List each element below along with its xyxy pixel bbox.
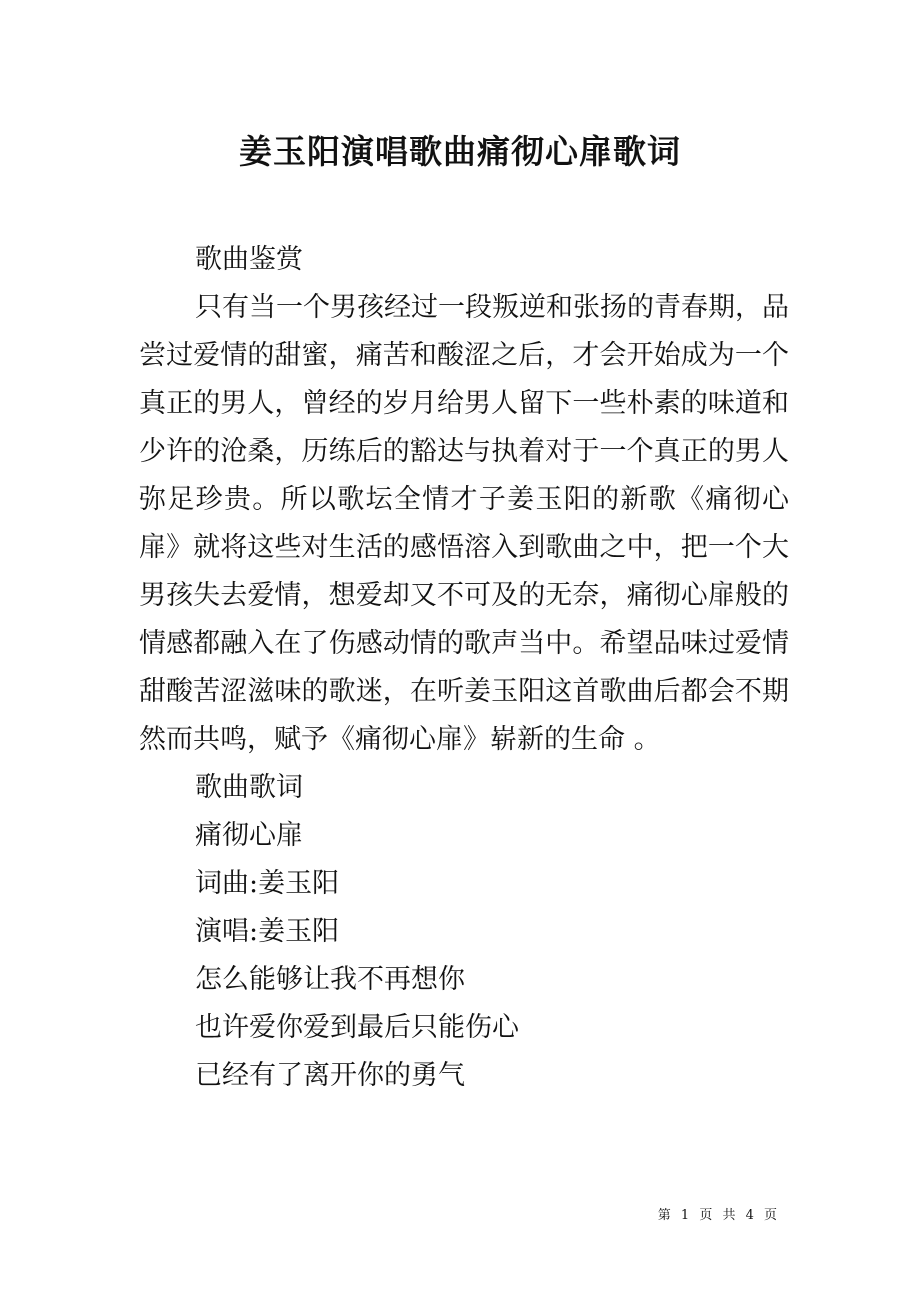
lyric-line: 也许爱你爱到最后只能伤心 [195, 1012, 519, 1043]
credit-singer: 演唱:姜玉阳 [195, 916, 340, 947]
appreciation-paragraph: 只有当一个男孩经过一段叛逆和张扬的青春期，品尝过爱情的甜蜜，痛苦和酸涩之后，才会开始成为一个真正的男人，曾经的岁月给男人留下一些朴素的味道和少许的沧桑，历练后的豁达与执着对于一个真正的男人弥足珍贵。所以歌坛全情才子姜玉阳的新歌《痛彻心扉》就将这些对生活的感悟溶入到歌曲之中，把一个大男孩失去爱情，想爱却又不可及的无奈，痛彻心扉般的情感都融入在了伤感动情的歌声当中。希望品味过爱情甜酸苦涩滋味的歌迷，在听姜玉阳这首歌曲后都会不期然而共鸣，赋予《痛彻心扉》崭新的生命 。 [139, 292, 789, 755]
lyric-line: 怎么能够让我不再想你 [195, 964, 465, 995]
section-heading-lyrics: 歌曲歌词 [195, 772, 303, 803]
credit-writer: 词曲:姜玉阳 [195, 868, 340, 899]
page-number-footer: 第 1 页 共 4 页 [657, 1208, 780, 1223]
document-title: 姜玉阳演唱歌曲痛彻心扉歌词 [239, 132, 681, 171]
song-name: 痛彻心扉 [195, 820, 303, 851]
document-body [139, 236, 789, 1100]
lyric-line: 已经有了离开你的勇气 [195, 1060, 465, 1091]
section-heading-appreciation: 歌曲鉴赏 [195, 244, 303, 275]
